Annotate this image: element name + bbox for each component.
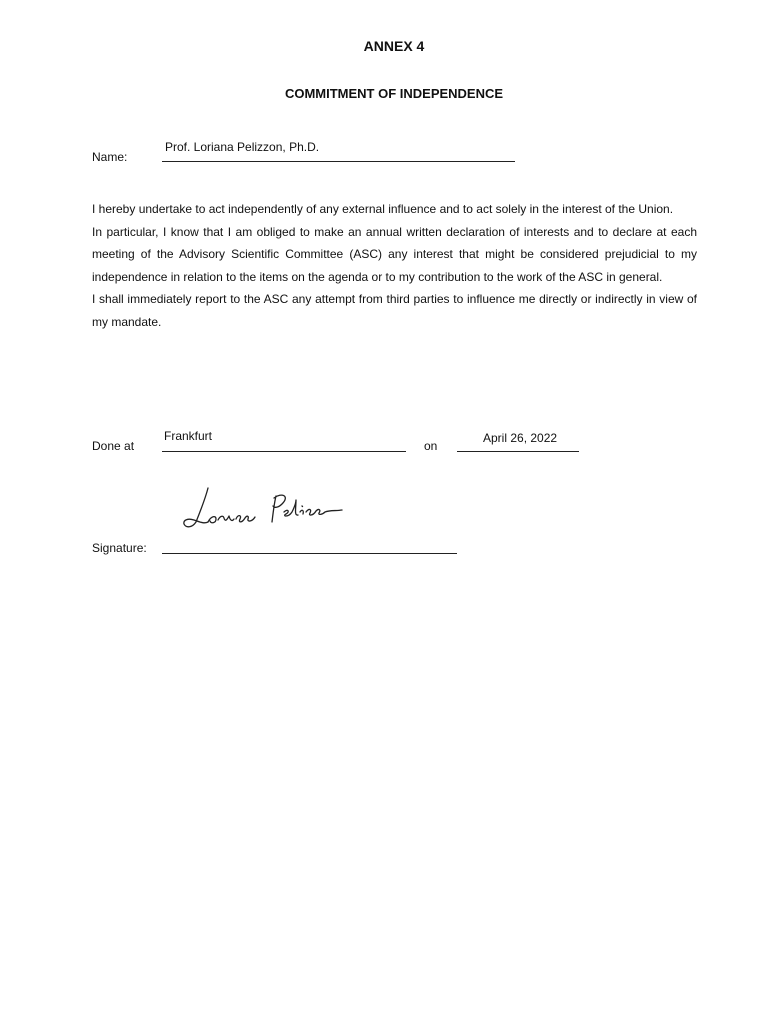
- name-underline: [162, 161, 515, 162]
- place-value: Frankfurt: [164, 429, 213, 443]
- signature-underline: [162, 553, 457, 554]
- commitment-text: [92, 198, 697, 333]
- done-at-label: Done at: [92, 439, 135, 453]
- paragraph-3: I shall immediately report to the ASC any attempt from third parties to influence me directly or indirectly in view of my mandate.: [92, 292, 697, 329]
- paragraph-2: In particular, I know that I am obliged to make an annual written declaration of interests and to declare at each meeting of the Advisory Scientific Committee (ASC) any interest that might be considered prejudicial to my independence in relation to the items on the agenda or to my contribution to the work of the ASC in general.: [92, 224, 697, 284]
- date-underline: [457, 451, 579, 452]
- signature-label: Signature:: [92, 541, 147, 555]
- document-title: COMMITMENT OF INDEPENDENCE: [284, 86, 504, 101]
- paragraph-1: I hereby undertake to act independently of any external influence and to act solely in the interest of the Union.: [92, 202, 674, 216]
- annex-heading: ANNEX 4: [363, 38, 425, 54]
- handwritten-signature: [178, 482, 350, 534]
- date-value: April 26, 2022: [483, 431, 558, 445]
- on-label: on: [424, 439, 438, 453]
- place-underline: [162, 451, 406, 452]
- name-value: Prof. Loriana Pelizzon, Ph.D.: [165, 140, 320, 154]
- name-label: Name:: [92, 150, 128, 164]
